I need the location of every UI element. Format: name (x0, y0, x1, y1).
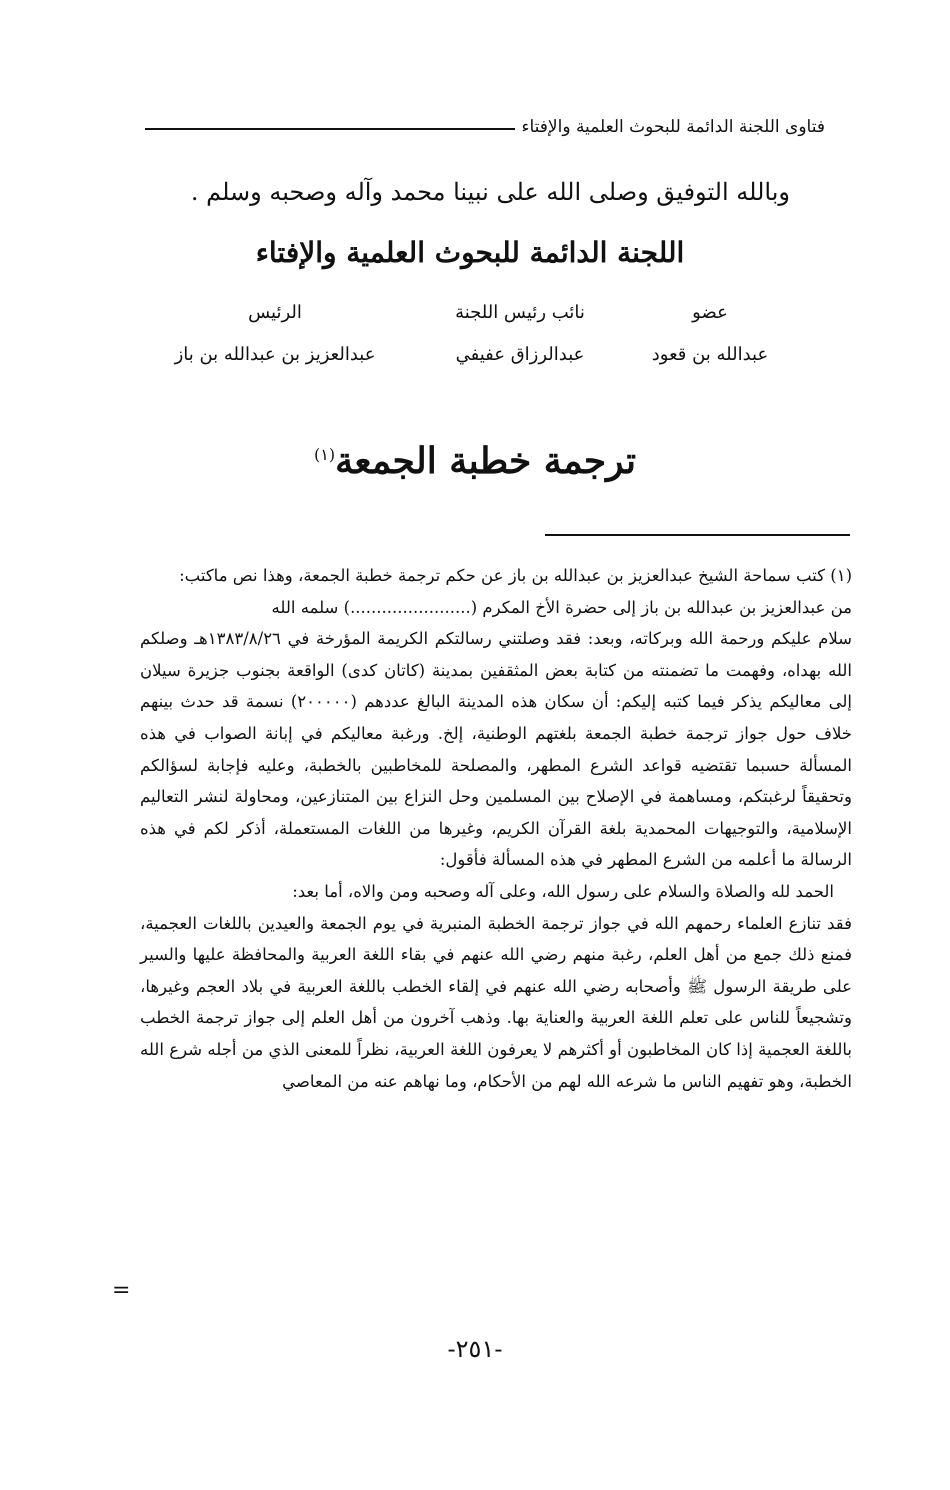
footnote-paragraph: فقد تنازع العلماء رحمهم الله في جواز ترجمة الخطبة المنبرية في يوم الجمعة والعيدين باللغات العجمية، فمنع ذلك جمع من أهل العلم، رغبة منهم رضي الله عنهم في بقاء اللغة العربية والمحافظة عليها والسير على طريقة الرسول ﷺ وأصحابه رضي الله عنهم في إلقاء الخطب باللغة العربية في بلاد العجم وغيرها، وتشجيعاً للناس على تعلم اللغة العربية والعناية بها. وذهب آخرون من أهل العلم إلى جواز ترجمة الخطب باللغة العجمية إذا كان المخاطبون أو أكثرهم لا يعرفون اللغة العربية، نظراً للمعنى الذي من أجله شرع الله الخطبة، وهو تفهيم الناس ما شرعه الله لهم من الأحكام، وما نهاهم عنه من المعاصي (140, 913, 852, 1091)
footnote-separator (545, 534, 850, 536)
signatory-role: عضو (692, 302, 728, 323)
continuation-mark: = (112, 1278, 131, 1303)
footnote-paragraph: (١) كتب سماحة الشيخ عبدالعزيز بن عبدالله بن باز عن حكم ترجمة خطبة الجمعة، وهذا نص ماكتب: (179, 566, 852, 585)
signatory-name: عبدالعزيز بن عبدالله بن باز (174, 344, 376, 365)
header-rule (145, 128, 515, 130)
signatory-name: عبدالله بن قعود (651, 344, 769, 365)
footnote-reference: (١) (313, 445, 336, 464)
signatory-roles (160, 302, 770, 323)
page-number: -٢٥١- (447, 1335, 503, 1363)
article-title-text: ترجمة خطبة الجمعة (335, 440, 637, 482)
committee-name: اللجنة الدائمة للبحوث العلمية والإفتاء (255, 236, 685, 269)
footnote-body (140, 560, 852, 1097)
signatory-role: الرئيس (248, 302, 302, 323)
footnote-paragraph: سلام عليكم ورحمة الله وبركاته، وبعد: فقد وصلتني رسالتكم الكريمة المؤرخة في ١٣٨٣/٨/٢٦هـ وصلكم الله بهداه، وفهمت ما تضمنته من كتابة بعض المثقفين بمدينة (كاتان كدى) الواقعة بجنوب جزيرة سيلان إلى معاليكم يذكر فيما كتبه إليكم: أن سكان هذه المدينة البالغ عددهم (٢٠٠٠٠٠) نسمة قد حدث بينهم خلاف حول جواز ترجمة خطبة الجمعة بلغتهم الوطنية، إلخ. ورغبة معاليكم في إبانة الصواب في هذه المسألة حسبما تقتضيه قواعد الشرع المطهر، والمصلحة للمخاطبين بالخطبة، وعليه فإجابة لسؤالكم وتحقيقاً لرغبتكم، ومساهمة في الإصلاح بين المسلمين وحل النزاع بين المتنازعين، ومحاولة لنشر التعاليم الإسلامية، والتوجيهات المحمدية بلغة القرآن الكريم، وغيرها من اللغات المستعملة، أذكر لكم في هذه الرسالة ما أعلمه من الشرع المطهر في هذه المسألة فأقول: (140, 629, 852, 870)
closing-prayer: وبالله التوفيق وصلى الله على نبينا محمد وآله وصحبه وسلم . (190, 178, 790, 206)
footnote-paragraph: من عبدالعزيز بن عبدالله بن باز إلى حضرة الأخ المكرم (.......................) سلمه الله (271, 597, 852, 617)
article-title (250, 440, 700, 482)
running-header (145, 112, 825, 142)
signatory-name: عبدالرزاق عفيفي (455, 344, 585, 365)
running-title: فتاوى اللجنة الدائمة للبحوث العلمية والإفتاء (521, 117, 825, 137)
signatory-names (160, 344, 770, 365)
footnote-paragraph: الحمد لله والصلاة والسلام على رسول الله، وعلى آله وصحبه ومن والاه، أما بعد: (292, 881, 834, 901)
signatory-role: نائب رئيس اللجنة (455, 302, 585, 323)
